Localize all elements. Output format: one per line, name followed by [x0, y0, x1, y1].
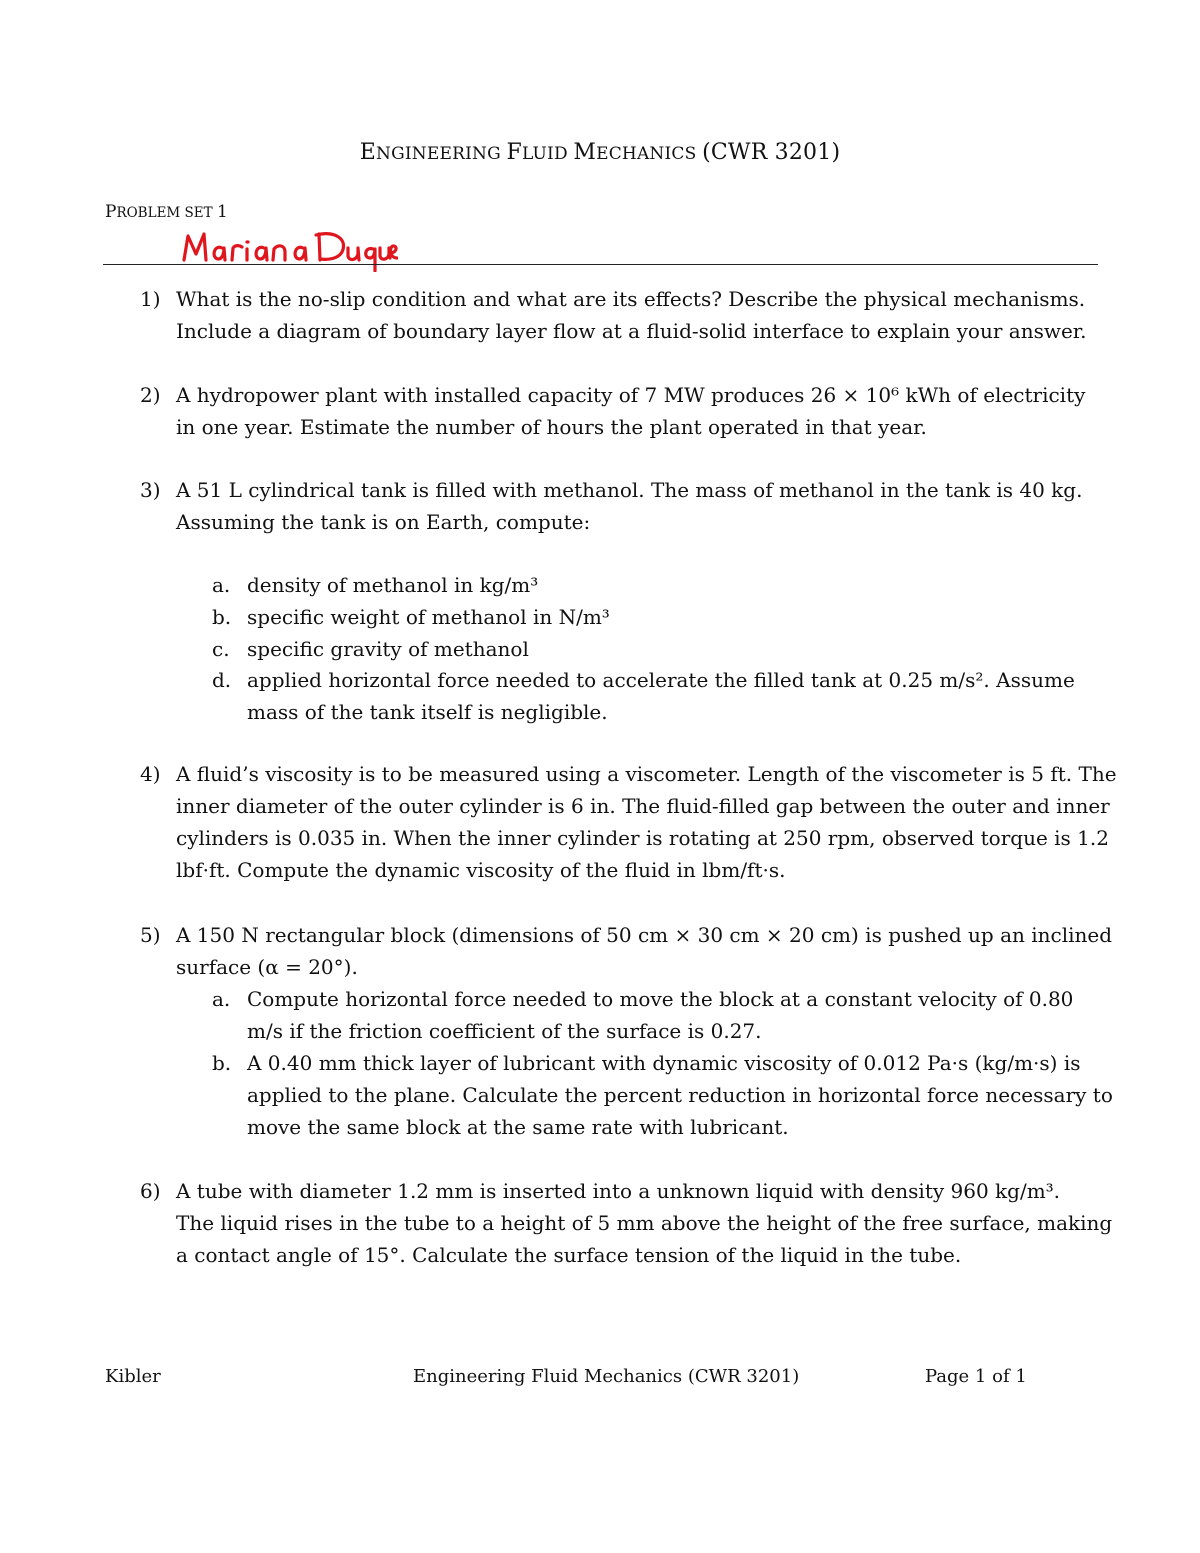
- problem-number: 1): [140, 287, 161, 311]
- subpart-letter: a.: [212, 573, 231, 597]
- problem-text-line: Include a diagram of boundary layer flow at a fluid-solid interface to explain your answer.: [176, 319, 1087, 343]
- subpart-text-line: mass of the tank itself is negligible.: [247, 700, 608, 724]
- problem-number: 6): [140, 1179, 161, 1203]
- problem-text-line: A hydropower plant with installed capacity of 7 MW produces 26 × 10⁶ kWh of electricity: [176, 383, 1086, 407]
- subpart-text-line: applied horizontal force needed to accelerate the filled tank at 0.25 m/s². Assume: [247, 668, 1075, 692]
- subpart-text-line: m/s if the friction coefficient of the surface is 0.27.: [247, 1019, 762, 1043]
- problem-text-line: in one year. Estimate the number of hours the plant operated in that year.: [176, 415, 927, 439]
- subpart-letter: b.: [212, 1051, 232, 1075]
- footer-page-number: Page 1 of 1: [925, 1366, 1027, 1387]
- problem-text-line: surface (α = 20°).: [176, 955, 358, 979]
- subpart-text-line: Compute horizontal force needed to move the block at a constant velocity of 0.80: [247, 987, 1074, 1011]
- problem-text-line: Assuming the tank is on Earth, compute:: [176, 510, 591, 534]
- problem-text-line: a contact angle of 15°. Calculate the surface tension of the liquid in the tube.: [176, 1243, 962, 1267]
- problem-text-line: inner diameter of the outer cylinder is 6 in. The fluid-filled gap between the outer and inner: [176, 794, 1110, 818]
- subpart-text-line: move the same block at the same rate with lubricant.: [247, 1115, 789, 1139]
- footer-author: Kibler: [105, 1366, 161, 1387]
- subpart-letter: c.: [212, 637, 230, 661]
- problem-text-line: A tube with diameter 1.2 mm is inserted into a unknown liquid with density 960 kg/m³.: [176, 1179, 1061, 1203]
- page-title: ENGINEERING FLUID MECHANICS (CWR 3201): [359, 140, 841, 165]
- problem-text-line: A 150 N rectangular block (dimensions of 50 cm × 30 cm × 20 cm) is pushed up an inclined: [176, 923, 1113, 947]
- problem-number: 5): [140, 923, 161, 947]
- subpart-text-line: applied to the plane. Calculate the percent reduction in horizontal force necessary to: [247, 1083, 1113, 1107]
- problem-number: 3): [140, 478, 161, 502]
- problem-text-line: lbf·ft. Compute the dynamic viscosity of the fluid in lbm/ft·s.: [176, 858, 786, 882]
- problem-set-label: PROBLEM SET 1: [105, 202, 228, 222]
- subpart-letter: d.: [212, 668, 232, 692]
- subpart-text-line: specific weight of methanol in N/m³: [247, 605, 610, 629]
- footer-course: Engineering Fluid Mechanics (CWR 3201): [413, 1366, 800, 1387]
- problem-text-line: A fluid’s viscosity is to be measured using a viscometer. Length of the viscometer is 5 ft. The: [176, 762, 1117, 786]
- problem-text-line: A 51 L cylindrical tank is filled with methanol. The mass of methanol in the tank is 40 kg.: [176, 478, 1083, 502]
- subpart-text-line: specific gravity of methanol: [247, 637, 529, 661]
- subpart-text-line: density of methanol in kg/m³: [247, 573, 539, 597]
- subpart-letter: b.: [212, 605, 232, 629]
- problem-text-line: What is the no-slip condition and what are its effects? Describe the physical mechanisms.: [176, 287, 1086, 311]
- problem-number: 2): [140, 383, 161, 407]
- problem-number: 4): [140, 762, 161, 786]
- subpart-text-line: A 0.40 mm thick layer of lubricant with dynamic viscosity of 0.012 Pa·s (kg/m·s) is: [247, 1051, 1081, 1075]
- subpart-letter: a.: [212, 987, 231, 1011]
- problem-text-line: The liquid rises in the tube to a height of 5 mm above the height of the free surface, making: [176, 1211, 1113, 1235]
- problem-text-line: cylinders is 0.035 in. When the inner cylinder is rotating at 250 rpm, observed torque is 1.2: [176, 826, 1109, 850]
- header-divider: [103, 264, 1098, 265]
